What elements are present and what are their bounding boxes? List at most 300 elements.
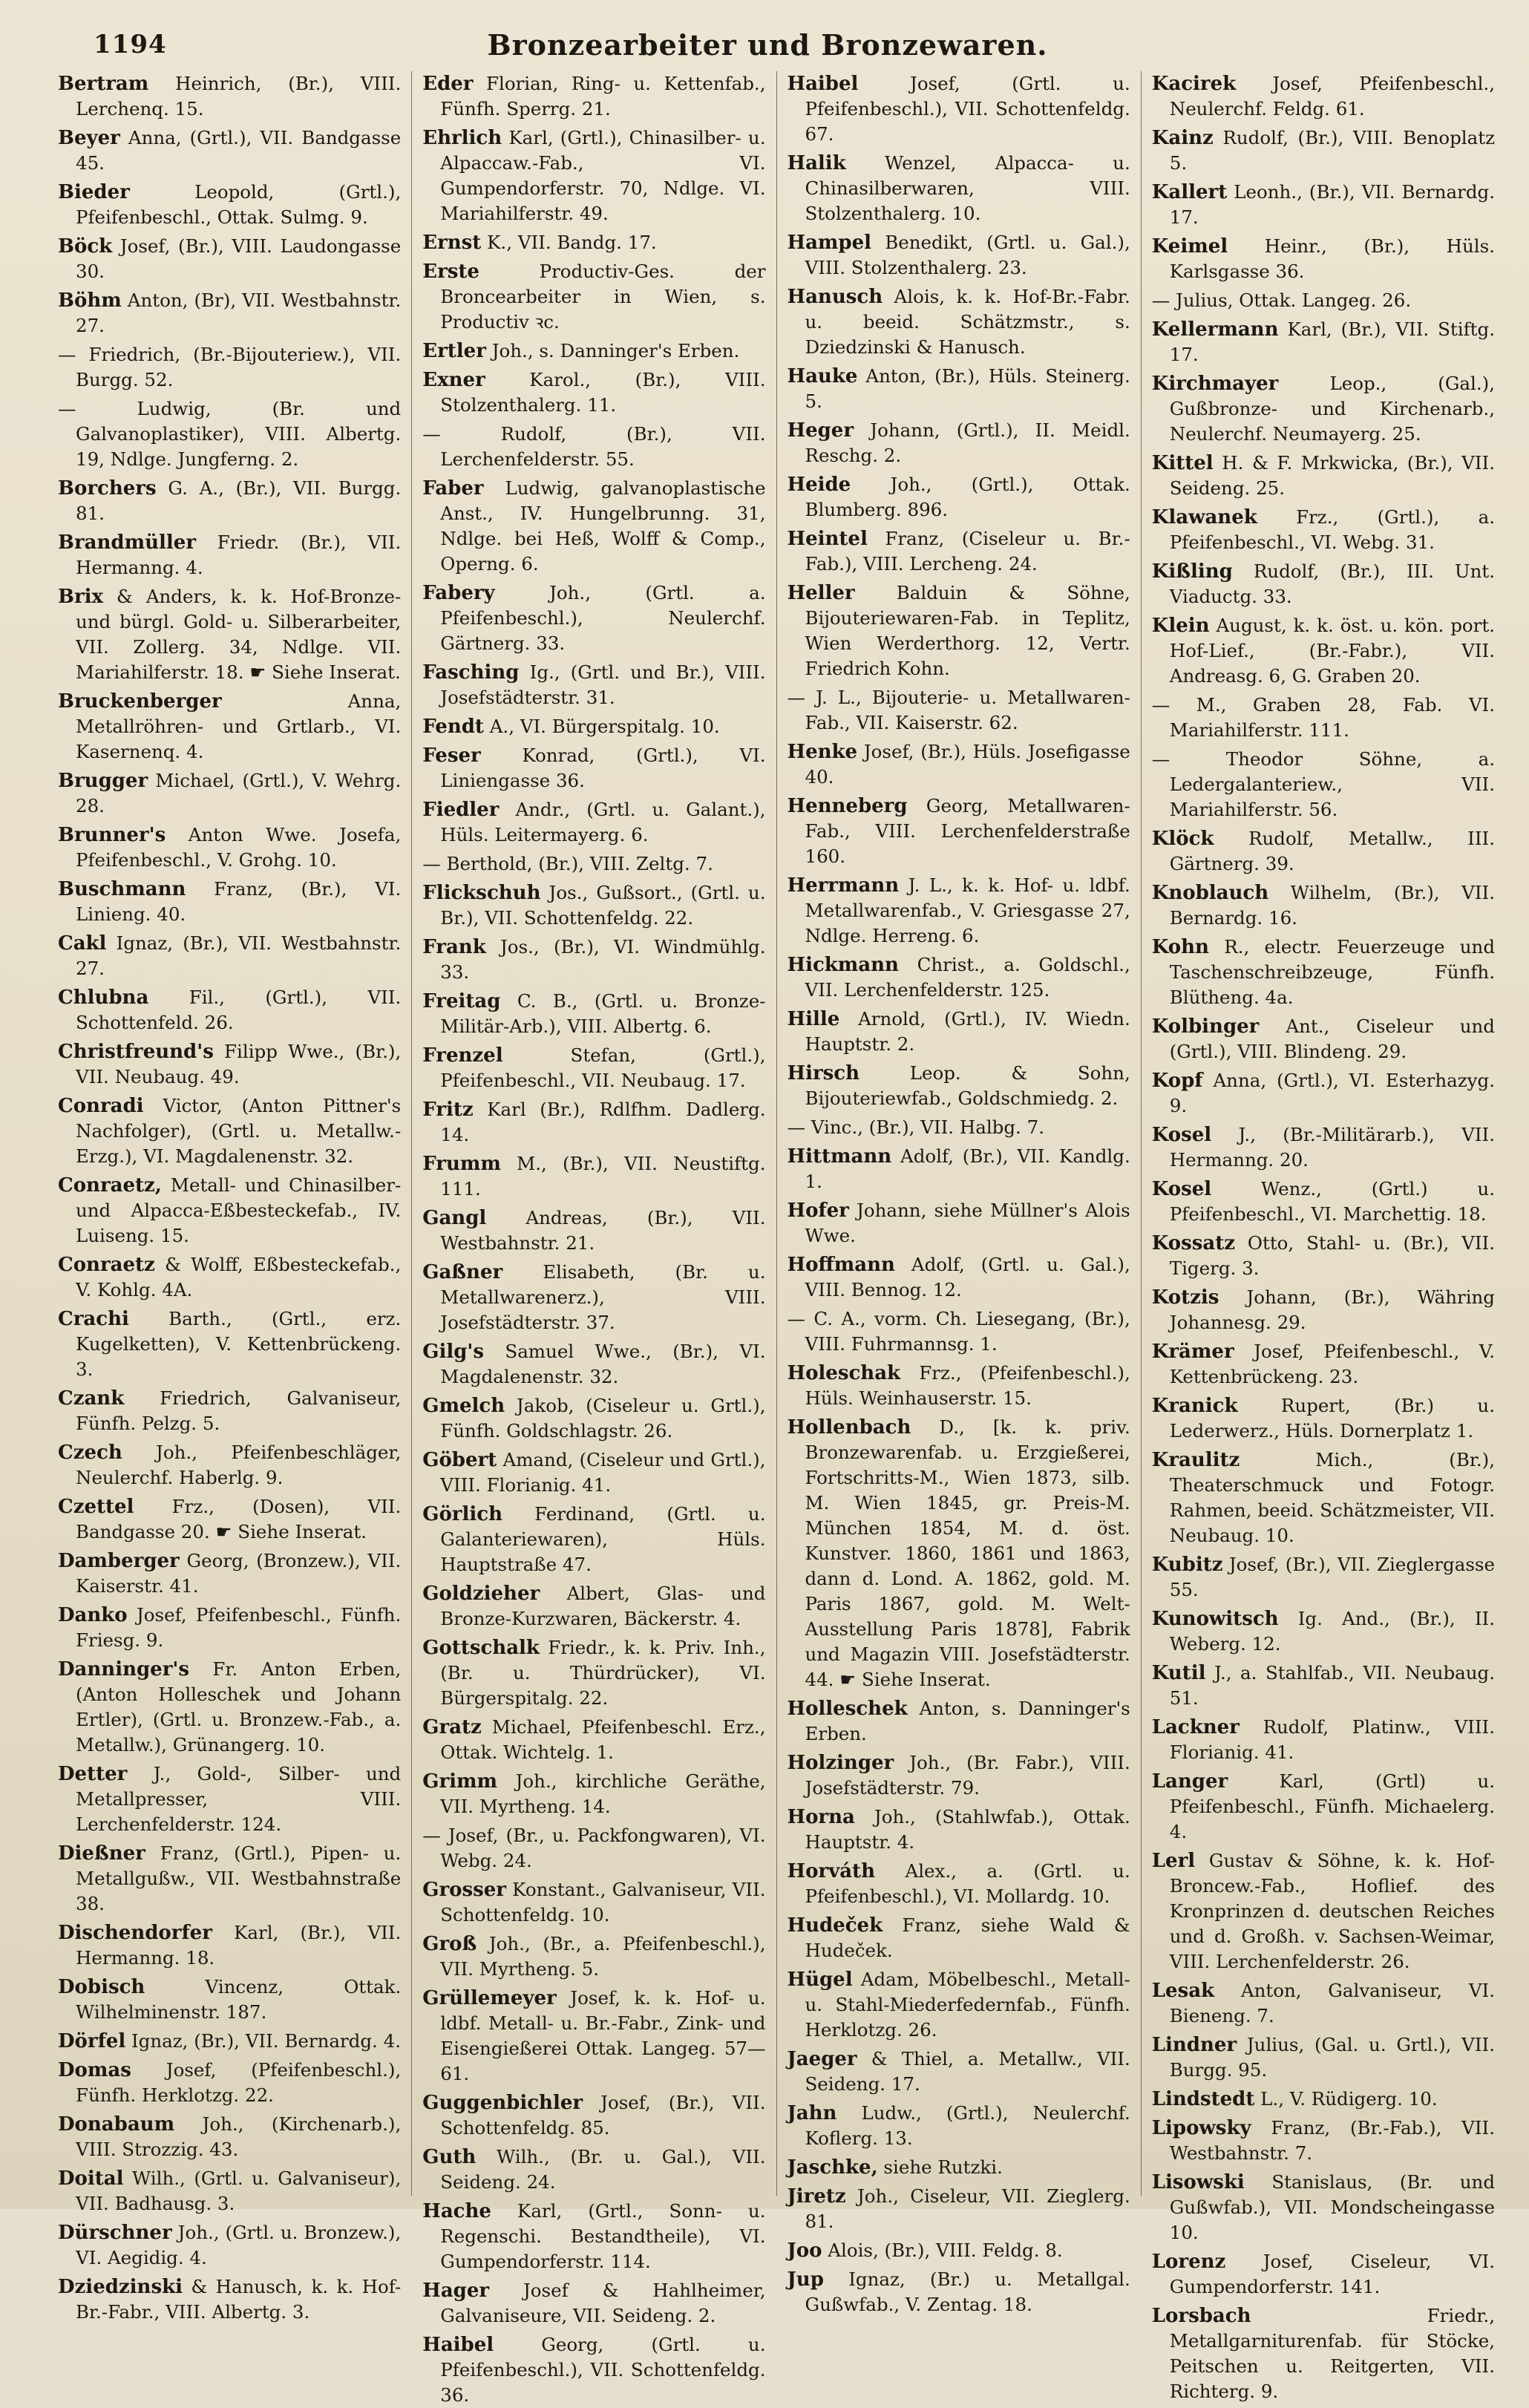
entry-details: Victor, (Anton Pittner's Nachfolger), (Grtl. u. Metallw.-Erzg.), VI. Magdalenenstr. 32. bbox=[76, 1095, 402, 1167]
entry-name: Göbert bbox=[422, 1449, 497, 1471]
entry-details: Heinr., (Br.), Hüls. Karlsgasse 36. bbox=[1169, 235, 1495, 282]
directory-entry bbox=[1152, 2303, 1495, 2404]
directory-entry bbox=[788, 151, 1130, 226]
directory-entry bbox=[788, 2047, 1130, 2097]
entry-details: Wilh., (Grtl. u. Galvaniseur), VII. Badhausg. 3. bbox=[76, 2167, 402, 2214]
entry-details: Rudolf, (Br.), III. Unt. Viaductg. 33. bbox=[1169, 560, 1495, 607]
entry-details: Franz, (Grtl.), Pipen- u. Metallgußw., VII. Westbahnstraße 38. bbox=[76, 1842, 402, 1914]
entry-name: Conraetz, bbox=[58, 1174, 162, 1197]
directory-entry bbox=[1152, 2116, 1495, 2166]
directory-entry bbox=[788, 364, 1130, 414]
directory-entry bbox=[788, 1198, 1130, 1249]
entry-details: Leop. & Sohn, Bijouteriewfab., Goldschmiedg. 2. bbox=[805, 1062, 1130, 1109]
entry-name: Feser bbox=[422, 745, 481, 767]
entry-details: Otto, Stahl- u. (Br.), VII. Tigerg. 3. bbox=[1169, 1232, 1495, 1279]
entry-details: Albert, Glas- und Bronze-Kurzwaren, Bäckerstr. 4. bbox=[440, 1583, 766, 1629]
entry-details: Balduin & Söhne, Bijouteriewaren-Fab. in Teplitz, Wien Werderthorg. 12, Vertr. Friedrich Kohn. bbox=[805, 582, 1130, 679]
entry-details: J., Gold-, Silber- und Metallpresser, VIII. Lerchenfelderstr. 124. bbox=[76, 1763, 402, 1835]
entry-name: Hampel bbox=[787, 232, 872, 254]
entry-name: Dürschner bbox=[58, 2222, 172, 2244]
directory-entry bbox=[58, 1975, 401, 2025]
entry-name: Kosel bbox=[1151, 1124, 1212, 1146]
directory-entry bbox=[1152, 2170, 1495, 2245]
entry-details: Rudolf, (Br.), VIII. Benoplatz 5. bbox=[1169, 127, 1495, 174]
entry-details: R., electr. Feuerzeuge und Taschenschreibzeuge, Fünfh. Blütheng. 4a. bbox=[1169, 936, 1495, 1008]
entry-name: Guth bbox=[422, 2146, 477, 2168]
directory-entry bbox=[422, 851, 765, 877]
directory-entry bbox=[1152, 1231, 1495, 1281]
directory-entry bbox=[788, 2267, 1130, 2317]
entry-details: Rudolf, Platinw., VIII. Florianig. 41. bbox=[1169, 1716, 1495, 1763]
entry-name: Lesak bbox=[1151, 1980, 1215, 2002]
entry-name: Goldzieher bbox=[422, 1583, 540, 1605]
entry-details: Johann, (Br.), Währing Johannesg. 29. bbox=[1169, 1286, 1495, 1333]
directory-entry bbox=[1152, 1393, 1495, 1444]
directory-entry bbox=[422, 125, 765, 226]
directory-entry bbox=[788, 1361, 1130, 1411]
directory-entry bbox=[1152, 1848, 1495, 1975]
entry-details: — Vinc., (Br.), VII. Halbg. 7. bbox=[787, 1116, 1045, 1138]
entry-details: C. B., (Grtl. u. Bronze-Militär-Arb.), VIII. Albertg. 6. bbox=[440, 990, 766, 1037]
entry-name: Horna bbox=[787, 1806, 855, 1828]
entry-details: — Julius, Ottak. Langeg. 26. bbox=[1151, 289, 1412, 311]
entry-name: Bruckenberger bbox=[58, 690, 222, 713]
entry-name: Dziedzinski bbox=[58, 2276, 183, 2298]
entry-name: Buschmann bbox=[58, 878, 186, 900]
directory-entry bbox=[788, 685, 1130, 736]
directory-entry bbox=[58, 689, 401, 765]
directory-entry bbox=[422, 2144, 765, 2195]
entry-name: Grosser bbox=[422, 1879, 507, 1901]
entry-name: Damberger bbox=[58, 1550, 180, 1572]
directory-entry bbox=[788, 1913, 1130, 1963]
entry-name: Freitag bbox=[422, 990, 501, 1012]
entry-name: Hudeček bbox=[787, 1914, 883, 1937]
directory-entry bbox=[1152, 880, 1495, 931]
entry-details: Georg, (Grtl. u. Pfeifenbeschl.), VII. Schottenfeldg. 36. bbox=[440, 2334, 766, 2406]
entry-name: Frumm bbox=[422, 1153, 501, 1175]
directory-entry bbox=[422, 989, 765, 1039]
entry-name: Kallert bbox=[1151, 181, 1228, 203]
entry-details: Michael, (Grtl.), V. Wehrg. 28. bbox=[76, 770, 402, 817]
entry-details: Johann, siehe Müllner's Alois Wwe. bbox=[805, 1200, 1130, 1246]
entry-name: Hollenbach bbox=[787, 1416, 911, 1439]
entry-name: Fabery bbox=[422, 582, 495, 604]
entry-details: — Friedrich, (Br.-Bijouteriew.), VII. Burgg. 52. bbox=[58, 344, 402, 390]
directory-entry bbox=[58, 1657, 401, 1758]
directory-entry bbox=[788, 2101, 1130, 2151]
entry-details: — Theodor Söhne, a. Ledergalanteriew., VII. Mariahilferstr. 56. bbox=[1151, 748, 1495, 820]
entry-name: Lorsbach bbox=[1151, 2305, 1251, 2327]
entry-details: Ignaz, (Br.), VII. Westbahnstr. 27. bbox=[76, 932, 402, 979]
directory-entry bbox=[58, 1841, 401, 1917]
directory-entry bbox=[58, 931, 401, 981]
entry-details: Friedr. (Br.), VII. Hermanng. 4. bbox=[76, 531, 402, 578]
entry-details: Alois, (Br.), VIII. Feldg. 8. bbox=[822, 2239, 1063, 2261]
directory-entry bbox=[1152, 2087, 1495, 2112]
entry-details: Anna, (Grtl.), VI. Esterhazyg. 9. bbox=[1169, 1070, 1495, 1116]
entry-name: Kranick bbox=[1151, 1395, 1238, 1417]
entry-name: Holzinger bbox=[787, 1752, 894, 1774]
entry-details: Joh., (Kirchenarb.), VIII. Strozzig. 43. bbox=[76, 2113, 402, 2160]
entry-name: Kopf bbox=[1151, 1070, 1203, 1092]
entry-details: J., (Br.-Militärarb.), VII. Hermanng. 20. bbox=[1169, 1124, 1495, 1171]
directory-entry bbox=[1152, 288, 1495, 313]
entry-details: M., (Br.), VII. Neustiftg. 111. bbox=[440, 1153, 766, 1200]
entry-details: Alois, k. k. Hof-Br.-Fabr. u. beeid. Schätzmstr., s. Dziedzinski & Hanusch. bbox=[805, 286, 1130, 358]
entry-details: Barth., (Grtl., erz. Kugelketten), V. Kettenbrückeng. 3. bbox=[76, 1308, 402, 1380]
directory-entry bbox=[422, 1986, 765, 2087]
entry-name: Dörfel bbox=[58, 2030, 126, 2052]
directory-entry bbox=[422, 1097, 765, 1148]
entry-details: Anton, s. Danninger's Erben. bbox=[805, 1698, 1130, 1744]
directory-entry bbox=[58, 2029, 401, 2054]
entry-name: Haibel bbox=[787, 73, 859, 95]
directory-entry bbox=[788, 1115, 1130, 1140]
entry-details: A., VI. Bürgerspitalg. 10. bbox=[483, 716, 720, 737]
directory-entry bbox=[58, 2058, 401, 2108]
directory-entry bbox=[1152, 1122, 1495, 1173]
entry-name: Kubitz bbox=[1151, 1554, 1223, 1576]
entry-name: Gratz bbox=[422, 1716, 482, 1738]
entry-details: Ant., Ciseleur und (Grtl.), VIII. Blindeng. 29. bbox=[1169, 1015, 1495, 1062]
directory-entry bbox=[788, 2238, 1130, 2263]
entry-details: — J. L., Bijouterie- u. Metallwaren-Fab., VII. Kaiserstr. 62. bbox=[787, 687, 1130, 733]
entry-name: Dischendorfer bbox=[58, 1922, 212, 1944]
directory-entry bbox=[422, 1877, 765, 1928]
directory-entry bbox=[422, 230, 765, 255]
directory-entry bbox=[422, 1339, 765, 1390]
directory-entry bbox=[788, 230, 1130, 281]
entry-details: G. A., (Br.), VII. Burgg. 81. bbox=[76, 477, 402, 524]
directory-entry bbox=[422, 743, 765, 794]
entry-name: Brunner's bbox=[58, 824, 166, 846]
directory-entry bbox=[422, 422, 765, 472]
entry-name: Jaschke, bbox=[787, 2156, 878, 2179]
entry-name: Lindner bbox=[1151, 2034, 1237, 2056]
entry-name: Klein bbox=[1151, 615, 1210, 637]
entry-details: August, k. k. öst. u. kön. port. Hof-Lief., (Br.-Fabr.), VII. Andreasg. 6, G. Graben 20. bbox=[1169, 615, 1495, 687]
directory-entry bbox=[1152, 1769, 1495, 1845]
entry-name: Hofer bbox=[787, 1200, 849, 1222]
entry-details: Jakob, (Ciseleur u. Grtl.), Fünfh. Goldschlagstr. 26. bbox=[440, 1395, 766, 1442]
directory-entry bbox=[788, 472, 1130, 523]
directory-entry bbox=[58, 1093, 401, 1169]
entry-details: Joh., (Grtl. u. Bronzew.), VI. Aegidig. 4. bbox=[76, 2222, 402, 2268]
entry-details: J. L., k. k. Hof- u. ldbf. Metallwarenfab., V. Griesgasse 27, Ndlge. Herreng. 6. bbox=[805, 874, 1130, 946]
entry-name: Knoblauch bbox=[1151, 882, 1269, 904]
entry-name: Lipowsky bbox=[1151, 2117, 1251, 2139]
entry-details: Stanislaus, (Br. und Gußwfab.), VII. Mondscheingasse 10. bbox=[1169, 2171, 1495, 2243]
entry-name: Heintel bbox=[787, 528, 868, 550]
entry-name: Lindstedt bbox=[1151, 2088, 1255, 2110]
directory-entry bbox=[422, 2332, 765, 2408]
entry-name: Jahn bbox=[787, 2102, 837, 2124]
directory-entry bbox=[58, 985, 401, 1035]
directory-entry bbox=[788, 1061, 1130, 1111]
directory-entry bbox=[58, 71, 401, 122]
directory-entry bbox=[788, 1415, 1130, 1692]
directory-entry bbox=[1152, 1339, 1495, 1390]
entry-name: Brandmüller bbox=[58, 531, 197, 554]
entry-details: Alex., a. (Grtl. u. Pfeifenbeschl.), VI. Mollardg. 10. bbox=[805, 1860, 1130, 1907]
entry-name: Gangl bbox=[422, 1207, 487, 1229]
directory-entry bbox=[58, 476, 401, 526]
directory-entry bbox=[1152, 935, 1495, 1010]
entry-details: Josef, (Pfeifenbeschl.), Fünfh. Herklotzg. 22. bbox=[76, 2059, 402, 2106]
entry-name: Fiedler bbox=[422, 799, 500, 821]
entry-details: K., VII. Bandg. 17. bbox=[481, 232, 657, 253]
entry-details: Rupert, (Br.) u. Lederwerz., Hüls. Dornerplatz 1. bbox=[1169, 1395, 1495, 1442]
entry-details: — Rudolf, (Br.), VII. Lerchenfelderstr. 55. bbox=[422, 423, 766, 470]
entry-details: Franz, siehe Wald & Hudeček. bbox=[805, 1914, 1130, 1961]
directory-entry bbox=[58, 396, 401, 472]
directory-entry bbox=[1152, 317, 1495, 367]
directory-entry bbox=[58, 1306, 401, 1382]
entry-details: Ludw., (Grtl.), Neulerchf. Koflerg. 13. bbox=[805, 2102, 1130, 2149]
entry-details: Josef, (Grtl. u. Pfeifenbeschl.), VII. Schottenfeldg. 67. bbox=[805, 73, 1130, 145]
entry-name: Lackner bbox=[1151, 1716, 1240, 1738]
entry-details: — Ludwig, (Br. und Galvanoplastiker), VIII. Albertg. 19, Ndlge. Jungferng. 2. bbox=[58, 398, 402, 470]
entry-details: & Wolff, Eßbesteckefab., V. Kohlg. 4A. bbox=[76, 1254, 402, 1300]
directory-entry bbox=[58, 1039, 401, 1090]
directory-entry bbox=[422, 1205, 765, 1256]
entry-name: Flickschuh bbox=[422, 882, 541, 904]
directory-entry bbox=[58, 822, 401, 873]
entry-name: Kossatz bbox=[1151, 1232, 1236, 1254]
entry-name: Gilg's bbox=[422, 1341, 484, 1363]
entry-name: Ehrlich bbox=[422, 127, 502, 149]
directory-entry bbox=[788, 1750, 1130, 1801]
directory-entry bbox=[422, 797, 765, 848]
directory-entry bbox=[1152, 505, 1495, 555]
directory-entry bbox=[58, 1440, 401, 1491]
entry-name: Faber bbox=[422, 477, 484, 500]
entry-details: Andreas, (Br.), VII. Westbahnstr. 21. bbox=[440, 1207, 766, 1254]
directory-entry bbox=[1152, 747, 1495, 822]
entry-details: Friedr., k. k. Priv. Inh., (Br. u. Thürdrücker), VI. Bürgerspitalg. 22. bbox=[440, 1637, 766, 1709]
entry-name: Dießner bbox=[58, 1842, 145, 1865]
entry-details: Franz, (Br.-Fab.), VII. Westbahnstr. 7. bbox=[1169, 2117, 1495, 2164]
entry-name: Lisowski bbox=[1151, 2171, 1245, 2193]
directory-entry bbox=[788, 2155, 1130, 2180]
entry-details: Konstant., Galvaniseur, VII. Schottenfeldg. 10. bbox=[440, 1879, 766, 1926]
directory-entry bbox=[1152, 180, 1495, 230]
entry-name: Holleschek bbox=[787, 1698, 908, 1720]
entry-details: Stefan, (Grtl.), Pfeifenbeschl., VII. Neubaug. 17. bbox=[440, 1044, 766, 1091]
entry-name: Keimel bbox=[1151, 235, 1228, 258]
directory-entry bbox=[422, 1043, 765, 1093]
entry-details: Joh., (Br. Fabr.), VIII. Josefstädterstr. 79. bbox=[805, 1752, 1130, 1799]
entry-name: Kellermann bbox=[1151, 318, 1279, 341]
entry-details: Elisabeth, (Br. u. Metallwarenerz.), VIII. Josefstädterstr. 37. bbox=[440, 1261, 766, 1333]
entry-name: Conraetz bbox=[58, 1254, 155, 1276]
directory-entry bbox=[1152, 125, 1495, 176]
directory-entry bbox=[422, 1393, 765, 1444]
entry-details: Karol., (Br.), VIII. Stolzenthalerg. 11. bbox=[440, 369, 766, 416]
directory-entry bbox=[58, 234, 401, 284]
entry-details: Joh., Ciseleur, VII. Zieglerg. 81. bbox=[805, 2185, 1130, 2232]
directory-entry bbox=[1152, 826, 1495, 877]
entry-details: Fil., (Grtl.), VII. Schottenfeld. 26. bbox=[76, 987, 402, 1033]
directory-entry bbox=[788, 1696, 1130, 1747]
entry-details: Adolf, (Br.), VII. Kandlg. 1. bbox=[805, 1145, 1130, 1192]
directory-entry bbox=[58, 1761, 401, 1837]
entry-details: Joh., Pfeifenbeschläger, Neulerchf. Haberlg. 9. bbox=[76, 1442, 402, 1488]
directory-entry bbox=[58, 1386, 401, 1436]
entry-details: Ferdinand, (Grtl. u. Galanteriewaren), Hüls. Hauptstraße 47. bbox=[440, 1503, 766, 1575]
entry-details: Filipp Wwe., (Br.), VII. Neubaug. 49. bbox=[76, 1041, 402, 1087]
directory-entry bbox=[1152, 2032, 1495, 2083]
directory-entry bbox=[58, 1920, 401, 1971]
entry-details: Ignaz, (Br.), VII. Bernardg. 4. bbox=[125, 2030, 401, 2052]
entry-details: Anton, Galvaniseur, VI. Bieneng. 7. bbox=[1169, 1980, 1495, 2026]
entry-columns bbox=[36, 71, 1499, 2406]
entry-details: Joh., (Stahlwfab.), Ottak. Hauptstr. 4. bbox=[805, 1806, 1130, 1853]
entry-name: Domas bbox=[58, 2059, 131, 2081]
entry-details: Joh., s. Danninger's Erben. bbox=[485, 340, 740, 361]
directory-entry bbox=[58, 1494, 401, 1545]
entry-details: Julius, (Gal. u. Grtl.), VII. Burgg. 95. bbox=[1169, 2034, 1495, 2081]
entry-name: Groß bbox=[422, 1933, 477, 1955]
entry-name: Hügel bbox=[787, 1969, 853, 1991]
entry-name: Heller bbox=[787, 582, 855, 604]
directory-entry bbox=[788, 580, 1130, 681]
directory-entry bbox=[58, 768, 401, 819]
entry-details: Josef, (Br.), VII. Zieglergasse 55. bbox=[1169, 1554, 1495, 1600]
entry-name: Kunowitsch bbox=[1151, 1608, 1279, 1630]
directory-entry bbox=[1152, 693, 1495, 743]
entry-name: Lerl bbox=[1151, 1850, 1196, 1872]
directory-entry bbox=[58, 2112, 401, 2162]
entry-name: Gmelch bbox=[422, 1395, 505, 1417]
entry-details: Leopold, (Grtl.), Pfeifenbeschl., Ottak. Sulmg. 9. bbox=[76, 181, 402, 228]
entry-details: Rudolf, Metallw., III. Gärtnerg. 39. bbox=[1169, 828, 1495, 874]
entry-name: Gottschalk bbox=[422, 1637, 540, 1659]
entry-details: Wilhelm, (Br.), VII. Bernardg. 16. bbox=[1169, 882, 1495, 929]
entry-name: Cakl bbox=[58, 932, 107, 955]
directory-entry bbox=[422, 2199, 765, 2274]
entry-name: Grimm bbox=[422, 1770, 498, 1793]
directory-entry bbox=[422, 1931, 765, 1982]
directory-entry bbox=[422, 1151, 765, 1202]
entry-name: Frenzel bbox=[422, 1044, 503, 1067]
entry-details: Anna, Metallröhren- und Grtlarb., VI. Kasernenq. 4. bbox=[76, 690, 402, 762]
entry-name: Kittel bbox=[1151, 452, 1214, 474]
entry-details: Anton, (Br.), Hüls. Steinerg. 5. bbox=[805, 365, 1130, 412]
directory-entry bbox=[1152, 1014, 1495, 1064]
entry-details: & Hanusch, k. k. Hof-Br.-Fabr., VIII. Albertg. 3. bbox=[76, 2276, 402, 2323]
directory-entry bbox=[422, 1260, 765, 1335]
column-3 bbox=[776, 71, 1135, 2315]
directory-entry bbox=[1152, 1978, 1495, 2029]
entry-name: Fasching bbox=[422, 661, 520, 684]
entry-name: Detter bbox=[58, 1763, 128, 1785]
entry-details: Franz, (Ciseleur u. Br.-Fab.), VIII. Lercheng. 24. bbox=[805, 528, 1130, 575]
directory-entry bbox=[58, 1173, 401, 1249]
directory-entry bbox=[1152, 1661, 1495, 1711]
entry-details: Frz., (Dosen), VII. Bandgasse 20. ☛ Siehe Inserat. bbox=[76, 1496, 402, 1542]
entry-details: Heinrich, (Br.), VIII. Lerchenq. 15. bbox=[76, 73, 402, 120]
entry-name: Kainz bbox=[1151, 127, 1214, 149]
entry-details: Karl, (Br.), VII. Stiftg. 17. bbox=[1169, 318, 1495, 365]
entry-details: Ig. And., (Br.), II. Weberg. 12. bbox=[1169, 1608, 1495, 1655]
directory-entry bbox=[788, 1805, 1130, 1855]
column-2 bbox=[411, 71, 770, 2406]
entry-details: Gustav & Söhne, k. k. Hof-Broncew.-Fab., Hoflief. des Kronprinzen d. deutschen Reiches und d. Großh. v. Sachsen-Weimar, VIII. Lerchenfelderstr. 26. bbox=[1169, 1850, 1495, 1972]
entry-details: Frz., (Grtl.), a. Pfeifenbeschl., VI. Webg. 31. bbox=[1169, 506, 1495, 553]
entry-name: Kißling bbox=[1151, 560, 1233, 583]
entry-name: Hauke bbox=[787, 365, 858, 387]
directory-entry bbox=[422, 880, 765, 931]
entry-details: Arnold, (Grtl.), IV. Wiedn. Hauptstr. 2. bbox=[805, 1008, 1130, 1055]
directory-entry bbox=[1152, 1068, 1495, 1119]
entry-name: Eder bbox=[422, 73, 474, 95]
entry-details: Ig., (Grtl. und Br.), VIII. Josefstädterstr. 31. bbox=[440, 661, 766, 708]
entry-details: Benedikt, (Grtl. u. Gal.), VIII. Stolzenthalerg. 23. bbox=[805, 232, 1130, 278]
directory-entry bbox=[422, 2090, 765, 2141]
entry-details: Wenz., (Grtl.) u. Pfeifenbeschl., VI. Marchettig. 18. bbox=[1169, 1178, 1495, 1225]
directory-entry bbox=[58, 125, 401, 176]
directory-entry bbox=[422, 1502, 765, 1577]
entry-name: Heger bbox=[787, 419, 854, 442]
entry-name: Czech bbox=[58, 1442, 122, 1464]
directory-entry bbox=[422, 1635, 765, 1711]
entry-details: H. & F. Mrkwicka, (Br.), VII. Seideng. 25. bbox=[1169, 452, 1495, 499]
entry-details: Fr. Anton Erben, (Anton Holleschek und Johann Ertler), (Grtl. u. Bronzew.-Fab., a. Metallw.), Grünangerg. 10. bbox=[76, 1658, 402, 1756]
entry-details: Josef, (Br.), VIII. Laudongasse 30. bbox=[76, 235, 402, 282]
entry-name: Hittmann bbox=[787, 1145, 892, 1168]
directory-entry bbox=[422, 1823, 765, 1874]
directory-entry bbox=[1152, 1177, 1495, 1227]
entry-name: Herrmann bbox=[787, 874, 900, 897]
entry-details: Friedr., Metallgarniturenfab. für Stöcke, Peitschen u. Reitgerten, VII. Richterg. 9. bbox=[1169, 2305, 1495, 2402]
entry-name: Heide bbox=[787, 474, 851, 496]
entry-details: Wilh., (Br. u. Gal.), VII. Seideng. 24. bbox=[440, 2146, 766, 2193]
directory-entry bbox=[422, 580, 765, 656]
directory-entry bbox=[58, 1548, 401, 1599]
directory-entry bbox=[422, 1447, 765, 1498]
entry-name: Donabaum bbox=[58, 2113, 175, 2136]
entry-details: Karl, (Grtl) u. Pfeifenbeschl., Fünfh. Michaelerg. 4. bbox=[1169, 1770, 1495, 1842]
entry-details: Anna, (Grtl.), VII. Bandgasse 45. bbox=[76, 127, 402, 174]
entry-details: Ludwig, galvanoplastische Anst., IV. Hungelbrunng. 31, Ndlge. bei Heß, Wolff & Comp., Operng. 6. bbox=[440, 477, 766, 575]
entry-details: Leop., (Gal.), Gußbronze- und Kirchenarb., Neulerchf. Neumayerg. 25. bbox=[1169, 373, 1495, 445]
directory-entry bbox=[422, 714, 765, 739]
directory-entry bbox=[58, 2220, 401, 2271]
entry-name: Exner bbox=[422, 369, 485, 391]
directory-entry bbox=[58, 342, 401, 393]
directory-entry bbox=[422, 2278, 765, 2329]
directory-entry bbox=[58, 2274, 401, 2325]
entry-details: Frz., (Pfeifenbeschl.), Hüls. Weinhauserstr. 15. bbox=[805, 1362, 1130, 1409]
directory-entry bbox=[1152, 234, 1495, 284]
directory-entry bbox=[1152, 71, 1495, 122]
page-title: Bronzearbeiter und Bronzewaren. bbox=[487, 28, 1048, 62]
entry-name: Borchers bbox=[58, 477, 157, 500]
directory-entry bbox=[422, 338, 765, 364]
directory-entry bbox=[422, 367, 765, 418]
entry-details: — C. A., vorm. Ch. Liesegang, (Br.), VIII. Fuhrmannsg. 1. bbox=[787, 1308, 1130, 1355]
entry-details: — Josef, (Br., u. Packfongwaren), VI. Webg. 24. bbox=[422, 1825, 766, 1871]
entry-name: Jup bbox=[787, 2268, 824, 2291]
entry-details: — M., Graben 28, Fab. VI. Mariahilferstr. 111. bbox=[1151, 694, 1495, 741]
directory-entry bbox=[422, 476, 765, 577]
directory-entry bbox=[422, 935, 765, 985]
directory-entry bbox=[788, 794, 1130, 869]
directory-entry bbox=[788, 739, 1130, 790]
entry-name: Kraulitz bbox=[1151, 1449, 1240, 1471]
